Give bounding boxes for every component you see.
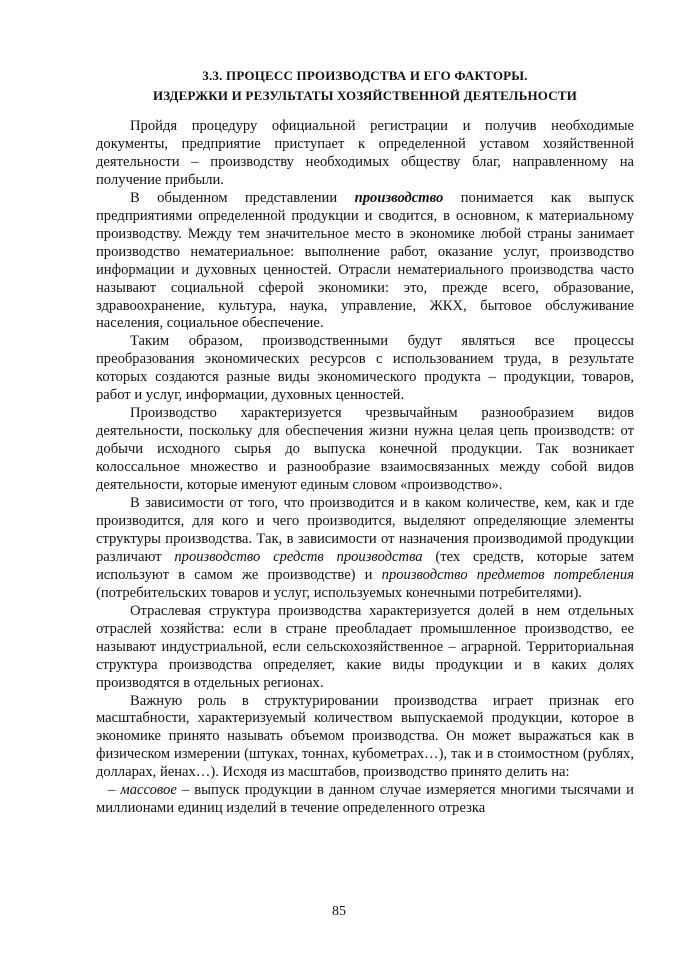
term-production: производство [354,189,444,206]
paragraph-2 [96,190,634,334]
heading-line-1: 3.3. ПРОЦЕСС ПРОИЗВОДСТВА И ЕГО ФАКТОРЫ. [202,68,528,83]
paragraph-2-text-b: понимается как выпуск предприятиями определенной продукции и сводится, в основном, к материальному производству. Между тем значительное место в экономике любой страны занимает производство нематериальное: выполнение работ, оказание услуг, производство информации и духовных ценностей. Отрасли нематериального производства часто называют социальной сферой экономики: это, прежде всего, образование, здравоохранение, культура, наука, управление, ЖКХ, бытовое обслуживание населения, социальное обеспечение. [96,189,634,332]
paragraph-2-text-a: В обыденном представлении [130,189,355,206]
list-item-mass [96,782,634,818]
list-dash: – [108,782,121,799]
paragraph-5-text-a: В зависимости от того, что производится и в каком количестве, кем, как и где производится, для кого и чего производится, выделяют определяющие элементы структуры производства. Так, в зависимости от назначения производимой продукции различают [96,495,634,565]
body-text [96,118,634,818]
term-means-of-production: производство средств производства [174,548,423,565]
paragraph-6: Отраслевая структура производства характеризуется долей в нем отдельных отраслей хозяйства: если в стране преобладает промышленное производство, ее называют индустриальной, если сельскохозяйственное – аграрной. Территориальная структура производства определяет, какие виды продукции и в каких долях производятся в отдельных регионах. [96,602,634,691]
paragraph-7: Важную роль в структурировании производства играет признак его масштабности, характеризуемый количеством выпускаемой продукции, которое в экономике принято называть объемом производства. Он может выражаться как в физическом измерении (штуках, тоннах, кубометрах…), так и в стоимостном (рублях, долларах, йенах…). Исходя из масштабов, производство принято делить на: [96,692,634,781]
paragraph-4: Производство характеризуется чрезвычайным разнообразием видов деятельности, поскольку для обеспечения жизни нужна целая цепь производств: от добычи исходного сырья до выпуска конечной продукции. Так возникает колоссальное множество и разнообразие взаимосвязанных между собой видов деятельности, которые именуют единым словом «производство». [96,405,634,494]
paragraph-5-text-b: (тех средств, которые затем используют в самом же производстве) и [96,548,634,583]
paragraph-5-text-c: (потребительских товаров и услуг, используемых конечными потребителями). [96,584,582,601]
term-mass: массовое [120,782,177,799]
paragraph-1: Пройдя процедуру официальной регистрации и получив необходимые документы, предприятие приступает к определенной уставом хозяйственной деятельности – производству необходимых обществу благ, направленному на получение прибыли. [96,118,634,188]
heading-line-2: ИЗДЕРЖКИ И РЕЗУЛЬТАТЫ ХОЗЯЙСТВЕННОЙ ДЕЯТЕЛЬНОСТИ [152,88,578,103]
list-item-mass-text: – выпуск продукции в данном случае измеряется многими тысячами и миллионами единиц изделий в течение определенного отрезка [96,782,634,817]
page-number: 85 [332,904,346,919]
section-heading [96,66,634,106]
paragraph-3: Таким образом, производственными будут являться все процессы преобразования экономических ресурсов с использованием труда, в результате которых создаются разные виды экономического продукта – продукции, товаров, работ и услуг, информации, духовных ценностей. [96,333,634,404]
paragraph-5 [96,495,634,603]
term-consumer-goods: производство предметов потребления [381,566,634,583]
